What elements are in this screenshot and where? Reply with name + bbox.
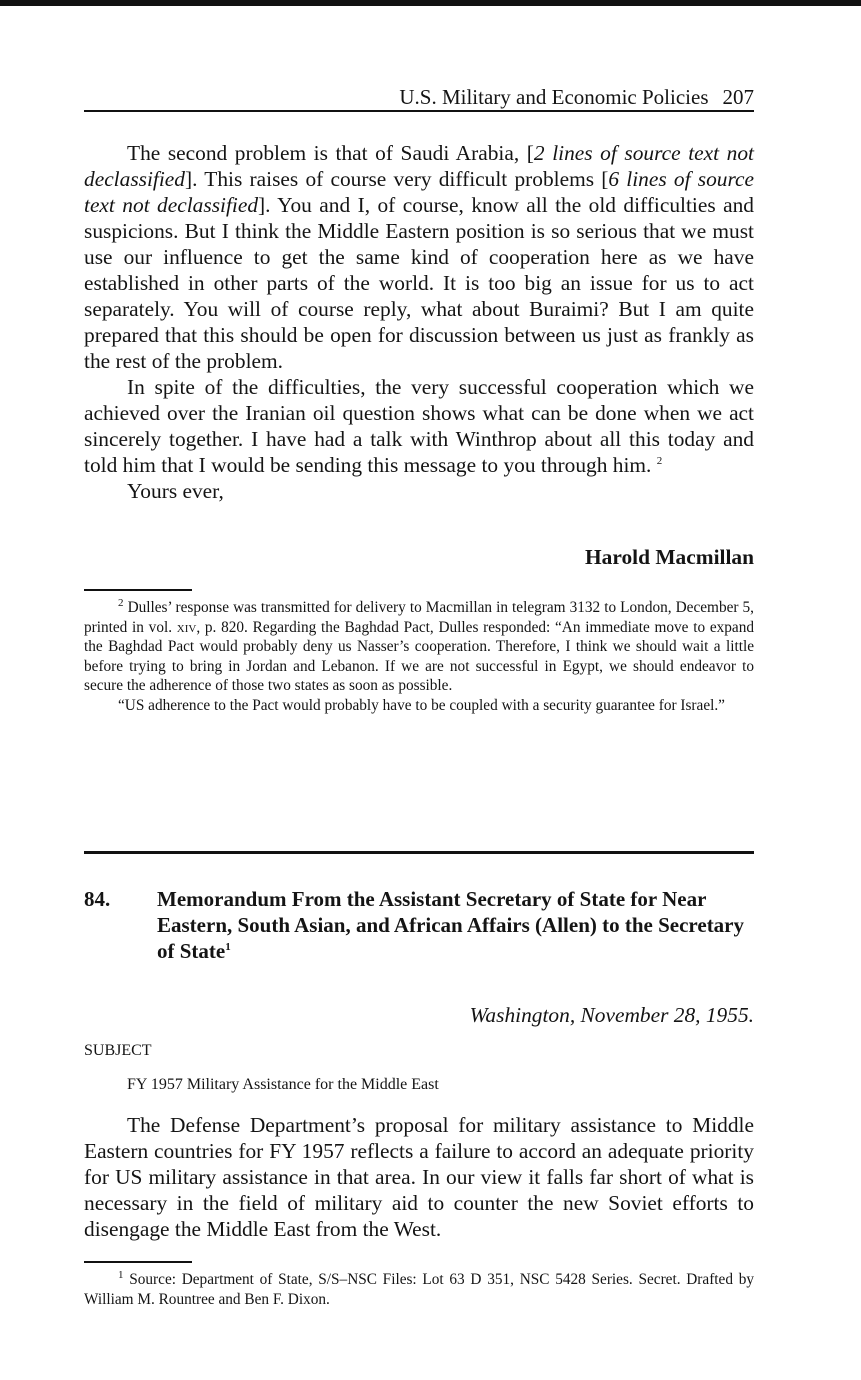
footnote-reference: 1 [225, 941, 231, 953]
footnote-rule [84, 589, 192, 591]
footnote-paragraph: $^2$ Dulles’ response was transmitted for delivery to Macmillan in telegram 3132 to London, December 5, printed in vol. xiv, p. 820. Regarding the Baghdad Pact, Dulles responded: “An immediate move to expand the Baghdad Pact would probably deny us Nasser’s cooperation. Therefore, I think we should wait a little before trying to bring in Jordan and Lebanon. If we are not successful in Egypt, we should endeavor to secure the adherence of those two states as soon as possible. [84, 596, 755, 694]
letter-body [84, 140, 754, 504]
memorandum-body [84, 1112, 754, 1242]
section-divider [84, 851, 754, 854]
letter-paragraph-2: In spite of the difficulties, the very successful cooperation which we achieved over the Iranian oil question shows what can be done when we act sincerely together. I have had a talk with Winthrop about all this today and told him that I would be sending this message to you through him. $^2$ [84, 375, 754, 477]
document-title: Memorandum From the Assistant Secretary of State for Near Eastern, South Asian, and African Affairs (Allen) to the Secretary of State$^1$ [157, 887, 745, 963]
subject-text: FY 1957 Military Assistance for the Middle East [127, 1076, 439, 1093]
footnote-paragraph: “US adherence to the Pact would probably have to be coupled with a security guarantee for Israel.” [118, 696, 725, 714]
footnote-paragraph: $^1$ Source: Department of State, S/S–NSC Files: Lot 63 D 351, NSC 5428 Series. Secret. Drafted by William M. Rountree and Ben F. Dixon. [84, 1268, 755, 1308]
signature: Harold Macmillan [585, 545, 754, 569]
running-title: U.S. Military and Economic Policies [399, 85, 709, 109]
redaction-note: 6 lines of source text not declassified [84, 167, 754, 217]
footnote-2 [84, 598, 754, 715]
letter-paragraph-1: The second problem is that of Saudi Arabia, [2 lines of source text not declassified]. This raises of course very difficult problems [6 lines of source text not declassified]. You and I, of course, know all the old difficulties and suspicions. But I think the Middle Eastern position is so serious that we must use our influence to get the same kind of cooperation here as we have established in other parts of the world. It is too big an issue for us to act separately. You will of course reply, what about Buraimi? But I am quite prepared that this should be open for discussion between us just as frankly as the rest of the problem. [84, 141, 754, 373]
memorandum-paragraph: The Defense Department’s proposal for military assistance to Middle Eastern countries for FY 1957 reflects a failure to accord an adequate priority for US military assistance in that area. In our view it falls far short of what is necessary in the field of military aid to counter the new Soviet efforts to disengage the Middle East from the West. [84, 1113, 754, 1241]
footnote-marker: 2 [118, 596, 124, 609]
redaction-note: 2 lines of source text not declassified [84, 141, 754, 191]
letter-closing: Yours ever, [127, 479, 224, 503]
footnote-rule [84, 1261, 192, 1263]
dateline: Washington, November 28, 1955. [469, 1003, 754, 1027]
subject-label: SUBJECT [84, 1042, 152, 1059]
document-number: 84. [84, 887, 111, 911]
header-rule [84, 110, 754, 112]
footnote-reference: 2 [656, 454, 663, 467]
running-header [84, 84, 754, 110]
footnote-1 [84, 1270, 754, 1309]
footnote-marker: 1 [118, 1268, 124, 1281]
page-number: 207 [722, 85, 754, 109]
scan-top-border [0, 0, 861, 6]
